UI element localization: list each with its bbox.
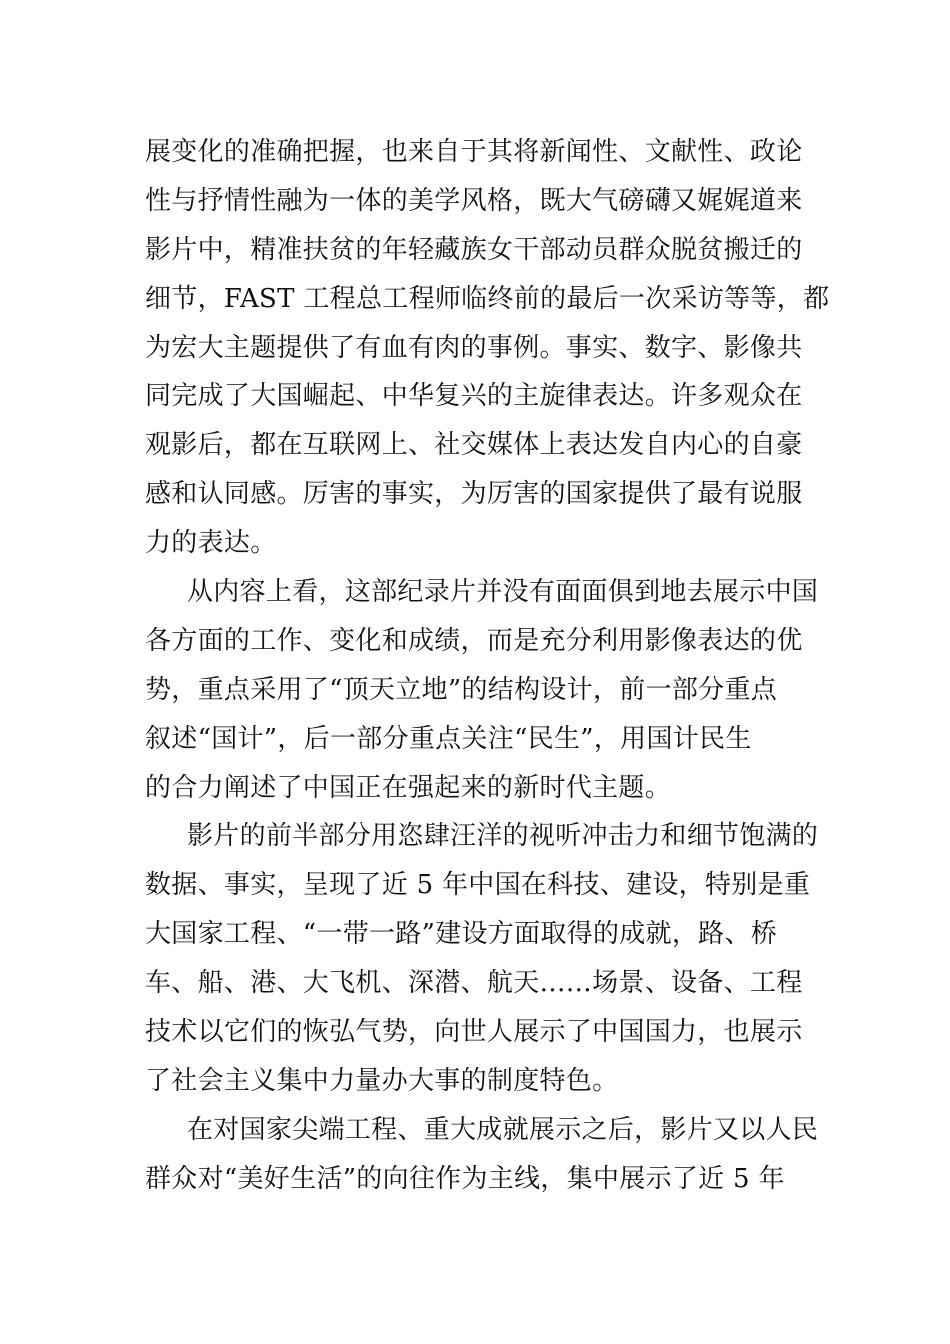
- text-line: 数据、事实，呈现了近 5 年中国在科技、建设，特别是重: [145, 870, 811, 901]
- text-line: 的合力阐述了中国正在强起来的新时代主题。: [145, 772, 672, 803]
- text-line: 观影后，都在互联网上、社交媒体上表达发自内心的自豪: [145, 430, 803, 461]
- text-line: 力的表达。: [145, 528, 277, 559]
- text-line: 影片中，精准扶贫的年轻藏族女干部动员群众脱贫搬迁的: [145, 234, 803, 265]
- text-line: 了社会主义集中力量办大事的制度特色。: [145, 1065, 619, 1096]
- text-line: 势，重点采用了“顶天立地”的结构设计，前一部分重点: [145, 674, 778, 705]
- paragraph-first-line: 从内容上看，这部纪录片并没有面面俱到地去展示中国: [187, 577, 819, 608]
- text-line: 展变化的准确把握，也来自于其将新闻性、文献性、政论: [145, 137, 803, 167]
- paragraph-first-line: 在对国家尖端工程、重大成就展示之后，影片又以人民: [187, 1114, 819, 1145]
- text-line: 大国家工程、“一带一路”建设方面取得的成就，路、桥: [145, 919, 778, 950]
- text-line: 车、船、港、大飞机、深潜、航天……场景、设备、工程: [145, 968, 803, 999]
- text-line: 同完成了大国崛起、中华复兴的主旋律表达。许多观众在: [145, 381, 803, 412]
- paragraph-first-line: 影片的前半部分用恣肆汪洋的视听冲击力和细节饱满的: [187, 821, 819, 852]
- text-line: 叙述“国计”，后一部分重点关注“民生”，用国计民生: [145, 723, 752, 754]
- text-line: 性与抒情性融为一体的美学风格，既大气磅礴又娓娓道来: [145, 185, 803, 216]
- article-body: [145, 128, 830, 1204]
- text-line: 技术以它们的恢弘气势，向世人展示了中国国力，也展示: [145, 1017, 803, 1048]
- text-line: 细节，FAST 工程总工程师临终前的最后一次采访等等，都: [145, 283, 830, 314]
- text-line: 群众对“美好生活”的向往作为主线，集中展示了近 5 年: [145, 1163, 785, 1194]
- text-line: 感和认同感。厉害的事实，为厉害的国家提供了最有说服: [145, 479, 803, 510]
- text-line: 为宏大主题提供了有血有肉的事例。事实、数字、影像共: [145, 332, 803, 363]
- text-line: 各方面的工作、变化和成绩，而是充分利用影像表达的优: [145, 625, 803, 656]
